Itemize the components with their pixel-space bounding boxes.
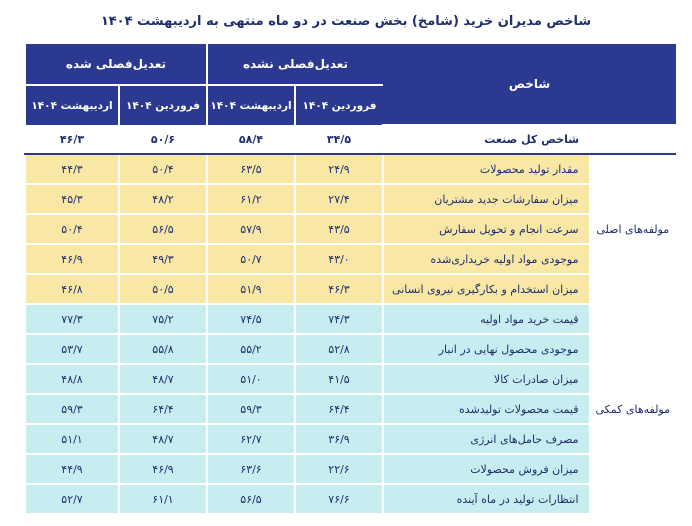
table-row (25, 484, 676, 514)
cell-value: ۵۶/۵ (207, 484, 295, 514)
cell-value: ۷۴/۵ (207, 304, 295, 334)
row-name: مقدار تولید محصولات (383, 154, 589, 184)
total-row (25, 125, 676, 154)
cell-value: ۴۶/۹ (25, 244, 119, 274)
row-name: سرعت انجام و تحویل سفارش (383, 214, 589, 244)
cell-value: ۷۷/۳ (25, 304, 119, 334)
table-row (25, 364, 676, 394)
cell-value: ۵۰/۵ (119, 274, 207, 304)
cell-value: ۴۸/۷ (119, 424, 207, 454)
table-row (25, 274, 676, 304)
header-adjusted-ordibehesht: اردیبهشت ۱۴۰۴ (25, 85, 119, 125)
cell-value: ۵۰/۴ (25, 214, 119, 244)
cell-value: ۵۱/۰ (207, 364, 295, 394)
table-title: شاخص مدیران خرید (شامخ) بخش صنعت در دو ماه منتهی به اردیبهشت ۱۴۰۴ (100, 14, 592, 29)
cell-value: ۴۶/۸ (25, 274, 119, 304)
cell-value: ۶۱/۱ (119, 484, 207, 514)
cell-value: ۴۴/۳ (25, 154, 119, 184)
total-name: شاخص کل صنعت (383, 125, 589, 154)
cell-value: ۷۵/۲ (119, 304, 207, 334)
total-value: ۳۴/۵ (295, 125, 383, 154)
table-row (25, 454, 676, 484)
pmi-table (24, 44, 676, 515)
header-non-adjusted-farvardin: فروردین ۱۴۰۴ (295, 85, 383, 125)
table-row (25, 304, 676, 334)
cell-value: ۵۲/۷ (25, 484, 119, 514)
total-value: ۵۰/۶ (119, 125, 207, 154)
cell-value: ۲۲/۶ (295, 454, 383, 484)
cell-value: ۵۰/۴ (119, 154, 207, 184)
cell-value: ۴۸/۸ (25, 364, 119, 394)
cell-value: ۵۶/۵ (119, 214, 207, 244)
cell-value: ۴۸/۲ (119, 184, 207, 214)
row-name: میزان سفارشات جدید مشتریان (383, 184, 589, 214)
cell-value: ۵۹/۳ (207, 394, 295, 424)
cell-value: ۴۶/۳ (295, 274, 383, 304)
table-row (25, 214, 676, 244)
header-non-adjusted: تعدیل‌فصلی نشده (207, 44, 383, 85)
cell-value: ۵۹/۳ (25, 394, 119, 424)
row-name: قیمت محصولات تولیدشده (383, 394, 589, 424)
cell-value: ۵۳/۷ (25, 334, 119, 364)
row-name: مصرف حامل‌های انرژی (383, 424, 589, 454)
row-name: میزان استخدام و بکارگیری نیروی انسانی (383, 274, 589, 304)
cell-value: ۴۹/۳ (119, 244, 207, 274)
cell-value: ۴۶/۹ (119, 454, 207, 484)
cell-value: ۶۴/۴ (119, 394, 207, 424)
table-row (25, 244, 676, 274)
cell-value: ۳۶/۹ (295, 424, 383, 454)
cell-value: ۲۷/۴ (295, 184, 383, 214)
total-value: ۵۸/۴ (207, 125, 295, 154)
cell-value: ۵۷/۹ (207, 214, 295, 244)
row-name: میزان فروش محصولات (383, 454, 589, 484)
cell-value: ۵۱/۱ (25, 424, 119, 454)
cell-value: ۶۴/۴ (295, 394, 383, 424)
cell-value: ۴۱/۵ (295, 364, 383, 394)
table-row (25, 334, 676, 364)
row-name: موجودی مواد اولیه خریداری‌شده (383, 244, 589, 274)
cell-value: ۶۳/۶ (207, 454, 295, 484)
cell-value: ۴۳/۰ (295, 244, 383, 274)
cell-value: ۴۴/۹ (25, 454, 119, 484)
header-adjusted: تعدیل‌فصلی شده (25, 44, 207, 85)
cell-value: ۶۲/۷ (207, 424, 295, 454)
cell-value: ۴۵/۳ (25, 184, 119, 214)
cell-value: ۴۳/۵ (295, 214, 383, 244)
header-indicator: شاخص (383, 44, 676, 125)
cell-value: ۶۳/۵ (207, 154, 295, 184)
group-label-main: مولفه‌های اصلی (589, 154, 676, 304)
total-group-cell (589, 125, 676, 154)
total-value: ۴۶/۳ (25, 125, 119, 154)
header-non-adjusted-ordibehesht: اردیبهشت ۱۴۰۴ (207, 85, 295, 125)
cell-value: ۵۵/۸ (119, 334, 207, 364)
group-label-aux: مولفه‌های کمکی (589, 304, 676, 514)
table-row (25, 154, 676, 184)
row-name: موجودی محصول نهایی در انبار (383, 334, 589, 364)
cell-value: ۷۶/۶ (295, 484, 383, 514)
header-adjusted-farvardin: فروردین ۱۴۰۴ (119, 85, 207, 125)
cell-value: ۵۵/۲ (207, 334, 295, 364)
cell-value: ۵۰/۷ (207, 244, 295, 274)
cell-value: ۲۴/۹ (295, 154, 383, 184)
table-row (25, 424, 676, 454)
table-row (25, 184, 676, 214)
cell-value: ۵۲/۸ (295, 334, 383, 364)
table-row (25, 394, 676, 424)
cell-value: ۵۱/۹ (207, 274, 295, 304)
cell-value: ۴۸/۷ (119, 364, 207, 394)
row-name: میزان صادرات کالا (383, 364, 589, 394)
cell-value: ۶۱/۲ (207, 184, 295, 214)
cell-value: ۷۴/۳ (295, 304, 383, 334)
row-name: انتظارات تولید در ماه آینده (383, 484, 589, 514)
row-name: قیمت خرید مواد اولیه (383, 304, 589, 334)
